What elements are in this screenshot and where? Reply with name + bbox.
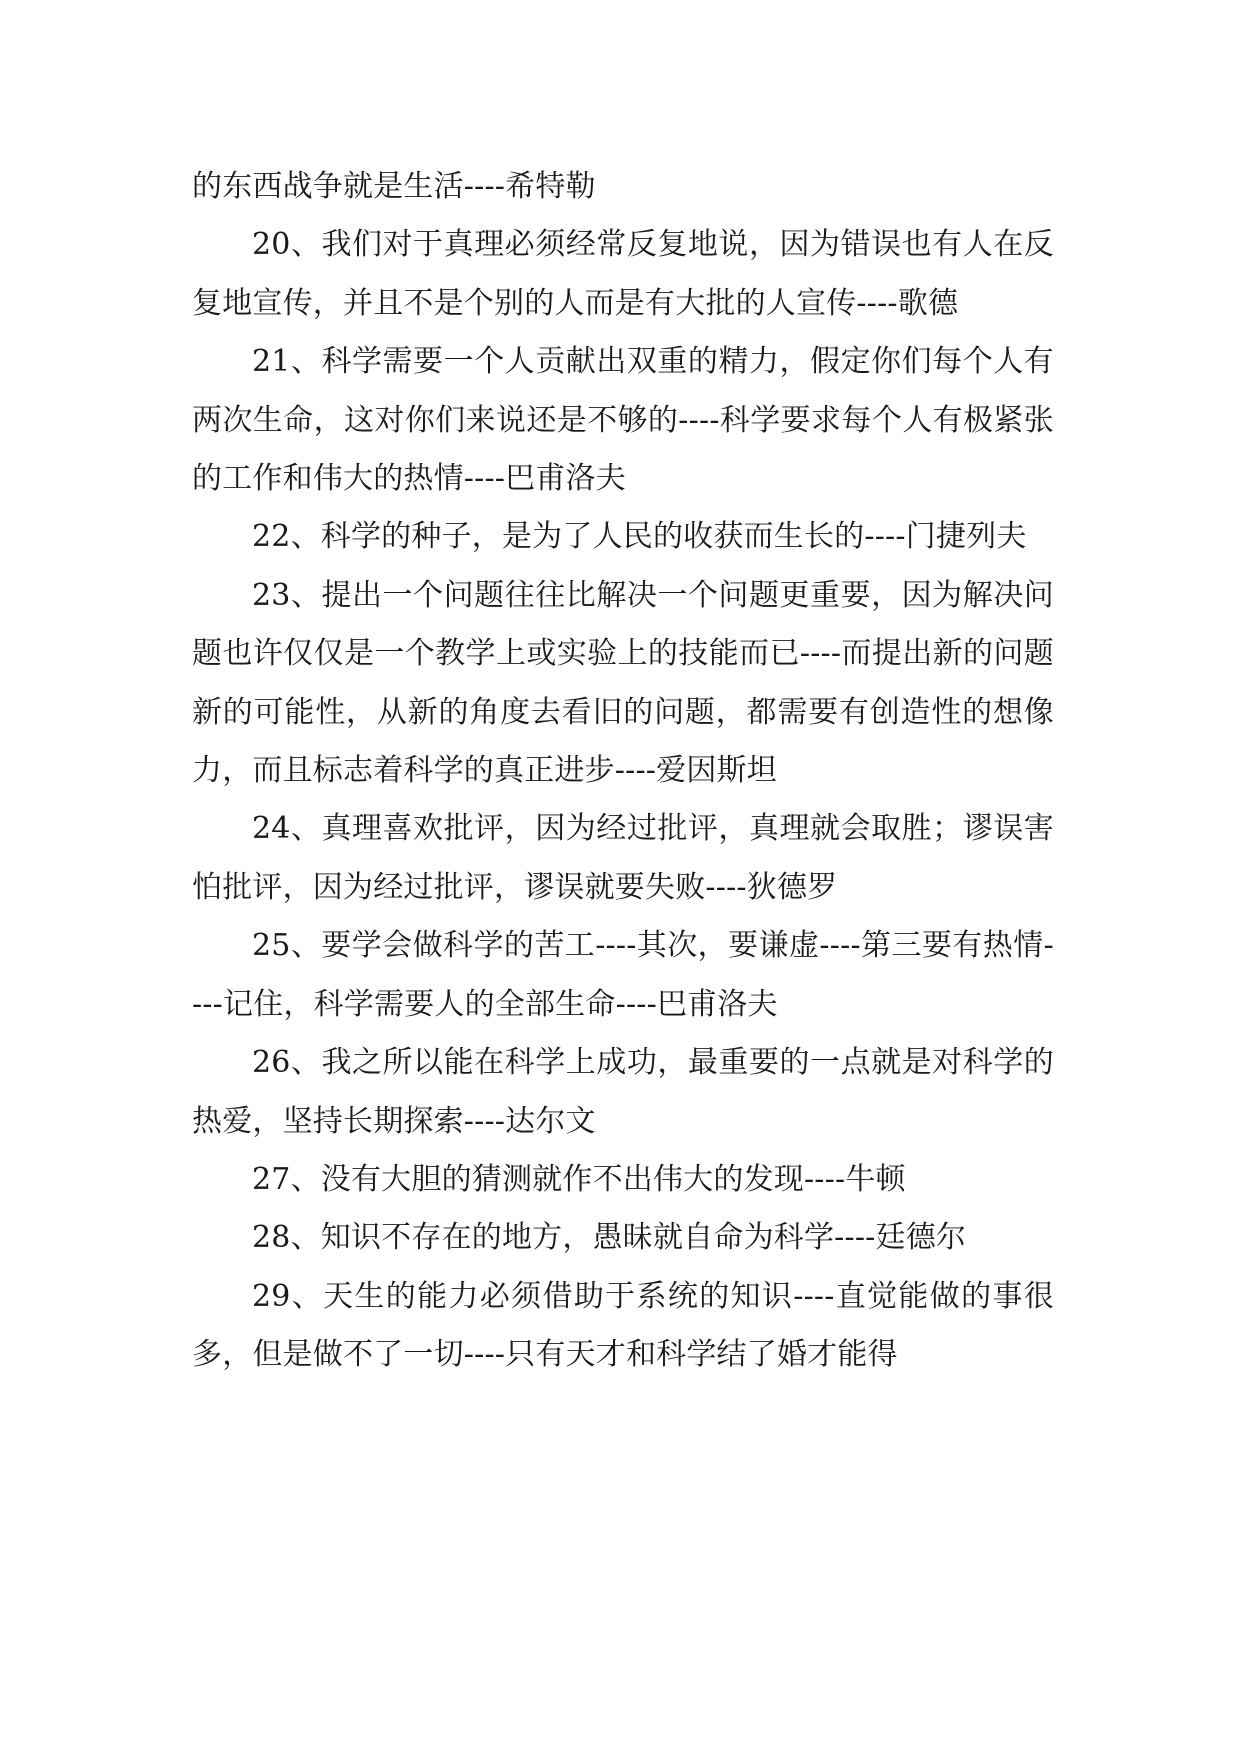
quote-paragraph-20: 20、我们对于真理必须经常反复地说，因为错误也有人在反复地宣传，并且不是个别的人而是有大批的人宣传----歌德 [192, 227, 1054, 321]
quote-paragraph-26: 26、我之所以能在科学上成功，最重要的一点就是对科学的热爱，坚持长期探索----达尔文 [192, 1045, 1054, 1139]
quote-paragraph-22: 22、科学的种子，是为了人民的收获而生长的----门捷列夫 [252, 519, 1027, 555]
quote-paragraph-28: 28、知识不存在的地方，愚昧就自命为科学----廷德尔 [252, 1220, 967, 1256]
paragraph-continuation: 的东西战争就是生活----希特勒 [192, 169, 596, 204]
quote-paragraph-24: 24、真理喜欢批评，因为经过批评，真理就会取胜；谬误害怕批评，因为经过批评，谬误就要失败----狄德罗 [192, 811, 1054, 905]
quote-paragraph-21: 21、科学需要一个人贡献出双重的精力，假定你们每个人有两次生命，这对你们来说还是不够的----科学要求每个人有极紧张的工作和伟大的热情----巴甫洛夫 [192, 344, 1054, 497]
quote-paragraph-25: 25、要学会做科学的苦工----其次，要谦虚----第三要有热情----记住，科学需要人的全部生命----巴甫洛夫 [192, 928, 1054, 1022]
quote-paragraph-23: 23、提出一个问题往往比解决一个问题更重要，因为解决问题也许仅仅是一个教学上或实验上的技能而已----而提出新的问题新的可能性，从新的角度去看旧的问题，都需要有创造性的想像力，而且标志着科学的真正进步----爱因斯坦 [192, 577, 1054, 789]
quote-paragraph-29: 29、天生的能力必须借助于系统的知识----直觉能做的事很多，但是做不了一切----只有天才和科学结了婚才能得 [192, 1278, 1054, 1373]
document-body [192, 158, 1054, 1385]
quote-paragraph-27: 27、没有大胆的猜测就作不出伟大的发现----牛顿 [252, 1161, 906, 1197]
